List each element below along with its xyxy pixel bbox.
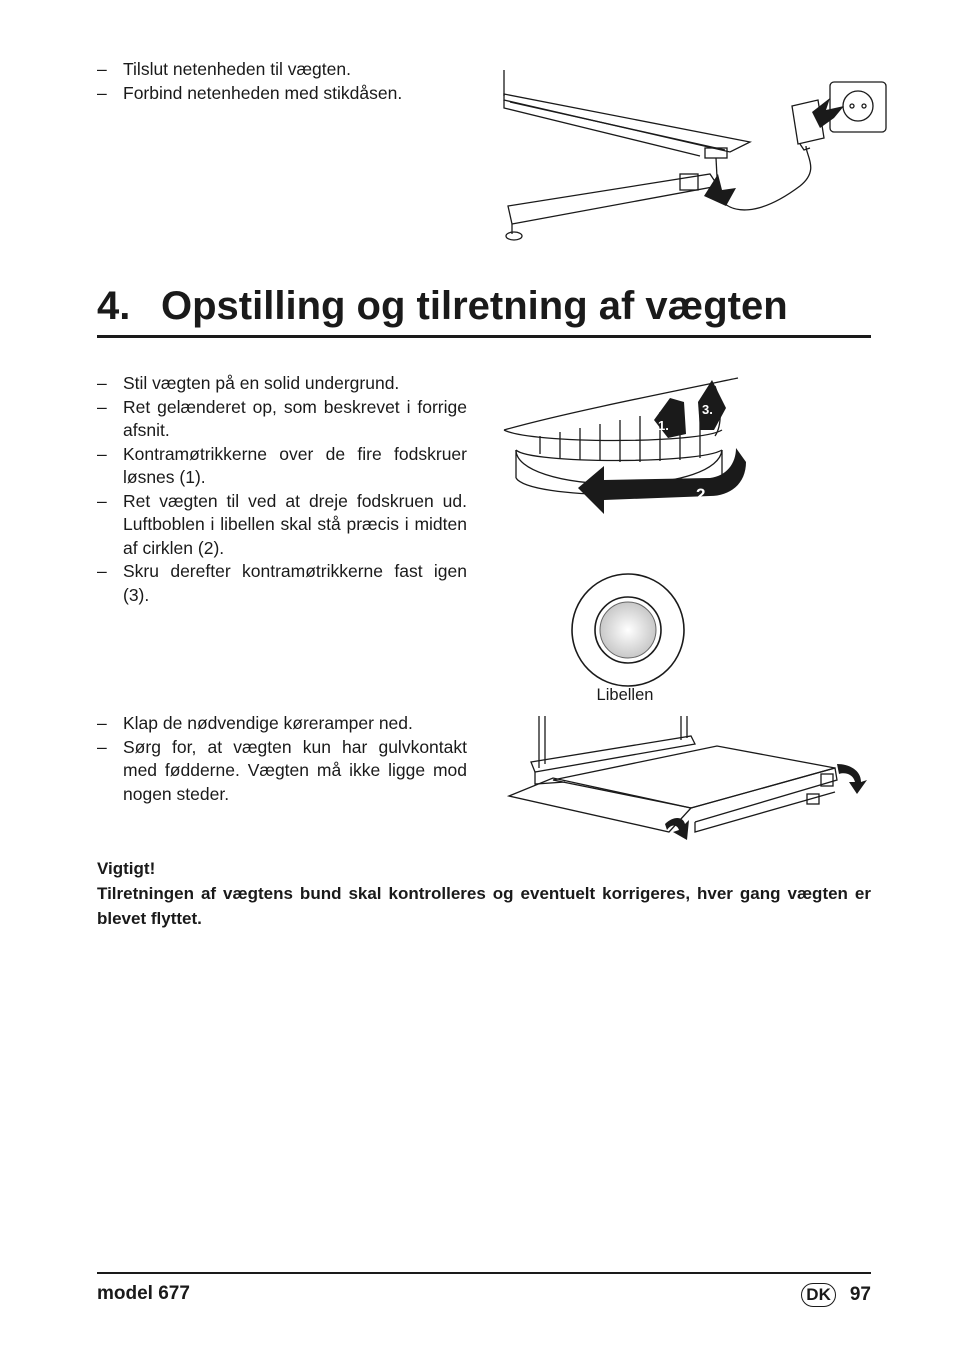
country-badge: DK [801, 1283, 836, 1307]
list-item: – Ret gelænderet op, som beskrevet i forrige afsnit. [97, 396, 467, 443]
step-label-1: 1. [658, 418, 669, 433]
section-heading [97, 282, 871, 338]
notice-title: Vigtigt! [97, 859, 156, 878]
list-item: – Kontramøtrikkerne over de fire fodskruer løsnes (1). [97, 443, 467, 490]
list-item: – Forbind netenheden med stikdåsen. [97, 82, 467, 106]
foot-screw-illustration [500, 374, 750, 532]
list-item: – Skru derefter kontramøtrikkerne fast igen (3). [97, 560, 467, 607]
ramps-illustration [505, 712, 877, 848]
ramp-steps-list [97, 712, 467, 806]
list-item: – Klap de nødvendige køreramper ned. [97, 712, 467, 736]
connect-steps-list [97, 58, 467, 105]
step-label-2: 2. [696, 485, 711, 504]
notice-body: Tilretningen af vægtens bund skal kontrolleres og eventuelt korrigeres, hver gang vægten er blevet flyttet. [97, 884, 871, 928]
list-item: – Tilslut netenheden til vægten. [97, 58, 467, 82]
step-label-3: 3. [702, 402, 713, 417]
footer-model: model 677 [97, 1283, 190, 1304]
section-title: Opstilling og tilretning af vægten [161, 284, 788, 328]
spirit-level-illustration [570, 572, 686, 688]
page-number: 97 [849, 1284, 871, 1305]
important-notice [97, 856, 871, 931]
section-number: 4. [97, 284, 131, 328]
list-item: – Sørg for, at vægten kun har gulvkontakt med fødderne. Vægten må ikke ligge mod nogen steder. [97, 736, 467, 807]
power-adapter-illustration [500, 66, 894, 244]
setup-steps-list [97, 372, 467, 607]
list-item: – Ret vægten til ved at dreje fodskruen ud. Luftboblen i libellen skal stå præcis i midten af cirklen (2). [97, 490, 467, 561]
list-item: – Stil vægten på en solid undergrund. [97, 372, 467, 396]
page-footer [97, 1272, 871, 1312]
footer-right [801, 1283, 871, 1307]
level-caption: Libellen [596, 686, 654, 704]
